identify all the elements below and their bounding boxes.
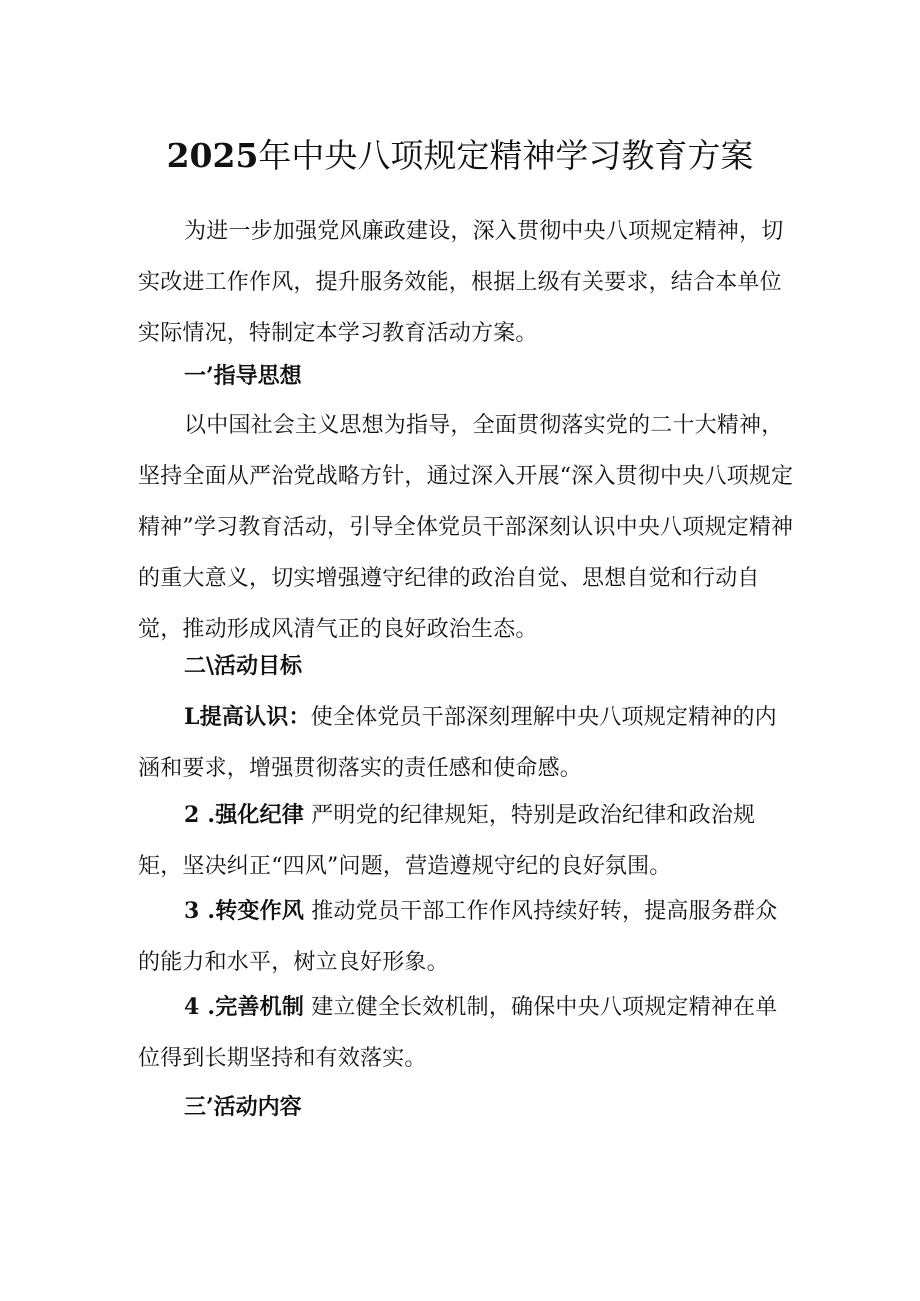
goal-item-1: [138, 692, 798, 794]
goal-item-2-text: 严明党的纪律规矩，特别是政治纪律和政治规矩，坚决纠正“四风”问题，营造遵规守纪的良好氛围。: [138, 803, 756, 879]
goal-item-4: [138, 982, 798, 1084]
title-text: 年中央八项规定精神学习教育方案: [258, 136, 754, 176]
goal-item-3: [138, 886, 798, 988]
goal-item-3-text: 推动党员干部工作作风持续好转，提高服务群众的能力和水平，树立良好形象。: [138, 899, 778, 975]
title-year: 2025: [166, 136, 259, 176]
section3-heading: 三’活动内容: [184, 1094, 302, 1120]
goal-item-2: [138, 790, 798, 892]
goal-item-3-lead: 3 .转变作风: [184, 898, 305, 924]
goal-item-1-lead: L提高认识：: [184, 704, 311, 730]
goal-item-4-text: 建立健全长效机制，确保中央八项规定精神在单位得到长期坚持和有效落实。: [138, 995, 778, 1071]
goal-item-1-text: 使全体党员干部深刻理解中央八项规定精神的内涵和要求，增强贯彻落实的责任感和使命感。: [138, 705, 777, 781]
section1-paragraph: 以中国社会主义思想为指导，全面贯彻落实党的二十大精神，坚持全面从严治党战略方针，通过深入开展“深入贯彻中央八项规定精神”学习教育活动，引导全体党员干部深刻认识中央八项规定精神的重大意义，切实增强遵守纪律的政治自觉、思想自觉和行动自觉，推动形成风清气正的良好政治生态。: [138, 413, 794, 642]
goal-item-4-lead: 4 .完善机制: [184, 994, 305, 1020]
goal-item-2-lead: 2 .强化纪律: [184, 802, 305, 828]
section1-heading: 一’指导思想: [184, 363, 302, 389]
intro-paragraph: 为进一步加强党风廉政建设，深入贯彻中央八项规定精神，切实改进工作作风，提升服务效能，根据上级有关要求，结合本单位实际情况，特制定本学习教育活动方案。: [138, 219, 784, 346]
section2-heading: 二\活动目标: [184, 653, 303, 679]
document-title: [0, 134, 920, 178]
